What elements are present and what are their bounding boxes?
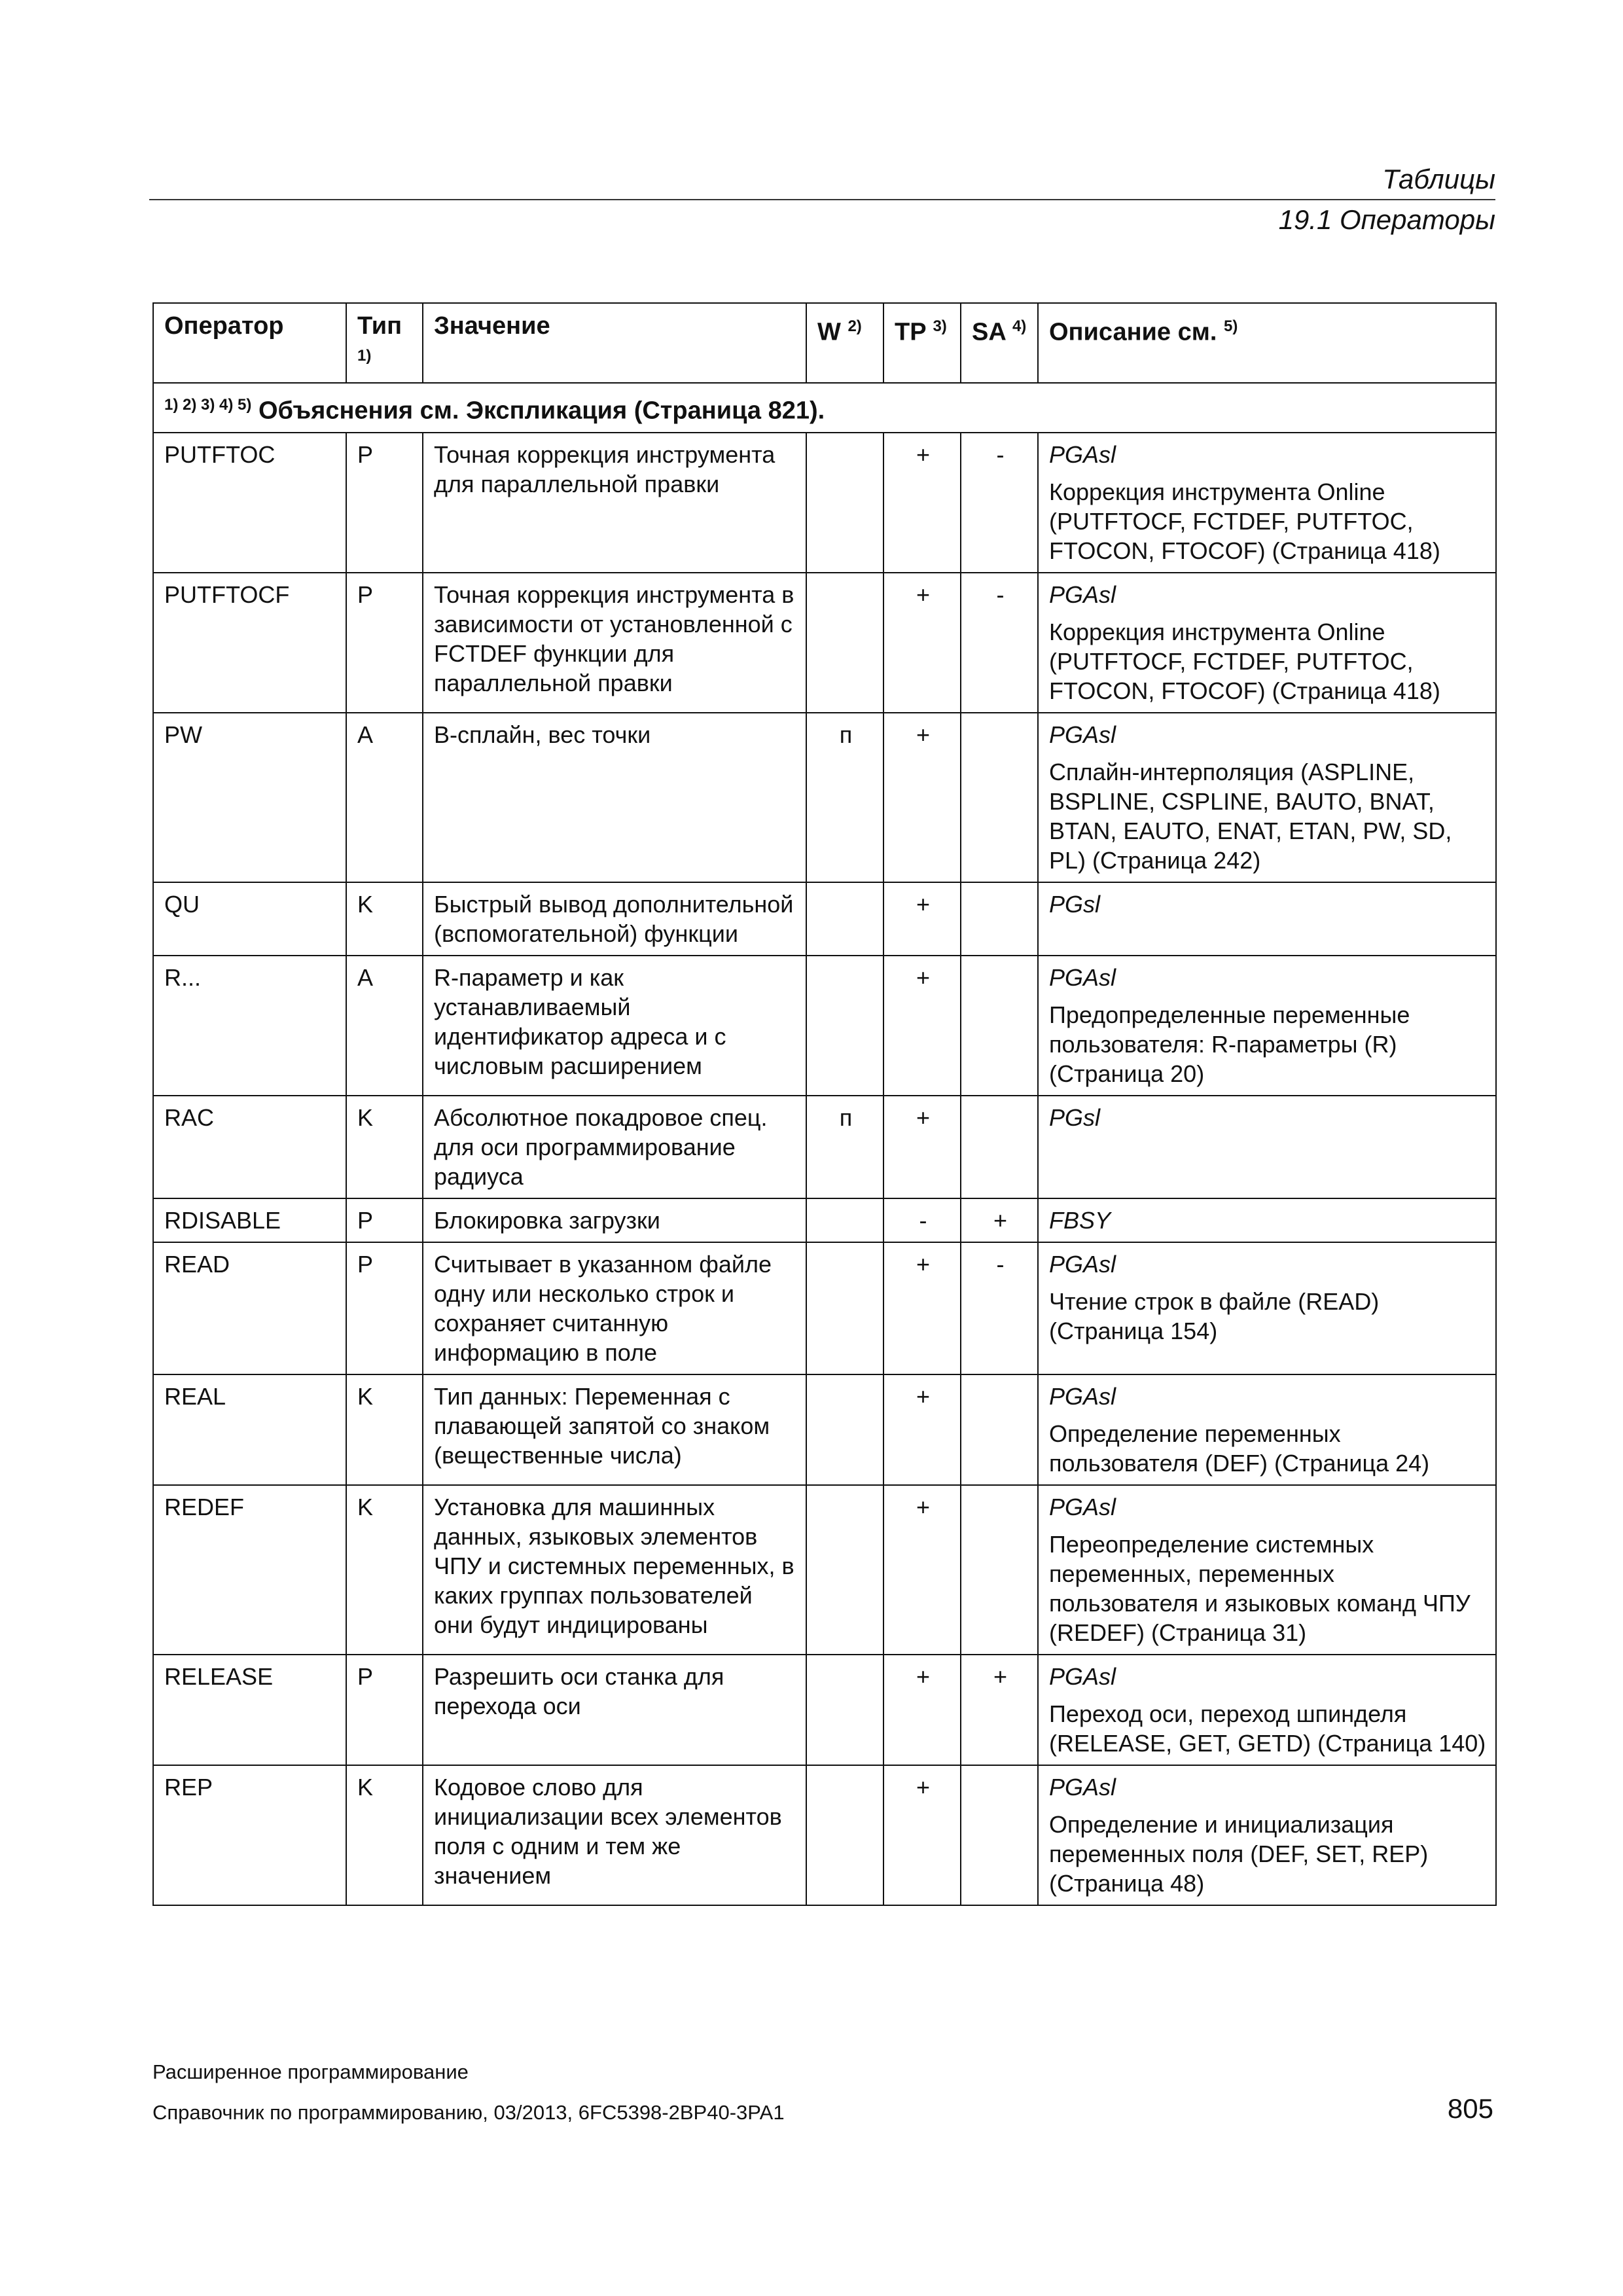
col-description: Описание см. $^{5)}$	[1038, 303, 1496, 383]
cell-description	[1038, 1655, 1496, 1765]
cell-w: п	[806, 713, 883, 882]
description-code: FBSY	[1049, 1207, 1111, 1234]
description-link[interactable]: Коррекция инструмента Online (PUTFTOCF, FCTDEF, PUTFTOC, FTOCON, FTOCOF) (Страница 418)	[1049, 478, 1440, 565]
cell-meaning: Быстрый вывод дополнительной (вспомогательной) функции	[423, 882, 806, 956]
description-code: PGsl	[1049, 1104, 1101, 1132]
cell-meaning: Установка для машинных данных, языковых элементов ЧПУ и системных переменных, в каких группах пользователей они будут индицированы	[423, 1485, 806, 1655]
table-row	[153, 882, 1496, 956]
col-meaning: Значение	[423, 303, 806, 383]
cell-operator: RELEASE	[153, 1655, 346, 1765]
description-code: PGAsl	[1049, 1774, 1116, 1801]
cell-meaning: Абсолютное покадровое спец. для оси программирование радиуса	[423, 1096, 806, 1198]
cell-type: A	[346, 713, 423, 882]
cell-operator: READ	[153, 1242, 346, 1374]
cell-tp: +	[883, 713, 961, 882]
cell-description	[1038, 956, 1496, 1096]
cell-type: A	[346, 956, 423, 1096]
cell-tp: +	[883, 1485, 961, 1655]
description-code: PGsl	[1049, 891, 1101, 918]
cell-type: P	[346, 1242, 423, 1374]
cell-description	[1038, 1765, 1496, 1905]
cell-sa: +	[961, 1655, 1038, 1765]
cell-tp: +	[883, 573, 961, 713]
col-sa: SA $^{4)}$	[961, 303, 1038, 383]
cell-description	[1038, 1374, 1496, 1485]
cell-operator: PUTFTOC	[153, 433, 346, 573]
cell-description	[1038, 882, 1496, 956]
cell-w: п	[806, 1096, 883, 1198]
cell-w	[806, 1242, 883, 1374]
cell-description	[1038, 1485, 1496, 1655]
table-row	[153, 573, 1496, 713]
description-code: PGAsl	[1049, 1251, 1116, 1278]
cell-w	[806, 1485, 883, 1655]
cell-operator: PUTFTOCF	[153, 573, 346, 713]
description-link[interactable]: Переопределение системных переменных, переменных пользователя и языковых команд ЧПУ (REDEF) (Страница 31)	[1049, 1531, 1471, 1647]
cell-tp: +	[883, 1096, 961, 1198]
cell-w	[806, 1198, 883, 1242]
cell-meaning: Тип данных: Переменная с плавающей запятой со знаком (вещественные числа)	[423, 1374, 806, 1485]
table-row	[153, 1765, 1496, 1905]
description-code: PGAsl	[1049, 1663, 1116, 1691]
cell-w	[806, 573, 883, 713]
cell-w	[806, 1655, 883, 1765]
cell-w	[806, 1374, 883, 1485]
description-link[interactable]: Предопределенные переменные пользователя: R-параметры (R) (Страница 20)	[1049, 1001, 1410, 1088]
cell-meaning: Точная коррекция инструмента для параллельной правки	[423, 433, 806, 573]
cell-sa	[961, 1485, 1038, 1655]
cell-operator: REP	[153, 1765, 346, 1905]
cell-meaning: R-параметр и как устанавливаемый идентификатор адреса и с числовым расширением	[423, 956, 806, 1096]
cell-description	[1038, 1242, 1496, 1374]
cell-meaning: Кодовое слово для инициализации всех элементов поля с одним и тем же значением	[423, 1765, 806, 1905]
description-code: PGAsl	[1049, 441, 1116, 469]
table-body	[153, 433, 1496, 1905]
cell-type: K	[346, 1096, 423, 1198]
cell-type: P	[346, 1198, 423, 1242]
cell-description	[1038, 1096, 1496, 1198]
description-link[interactable]: Коррекция инструмента Online (PUTFTOCF, FCTDEF, PUTFTOC, FTOCON, FTOCOF) (Страница 418)	[1049, 619, 1440, 705]
section-subtitle: 19.1 Операторы	[1278, 204, 1495, 235]
footer-edition: Справочник по программированию, 03/2013, 6FC5398-2BP40-3PA1	[152, 2101, 785, 2124]
table-row	[153, 956, 1496, 1096]
cell-operator: REDEF	[153, 1485, 346, 1655]
cell-w	[806, 1765, 883, 1905]
cell-tp: +	[883, 1242, 961, 1374]
cell-tp: +	[883, 1765, 961, 1905]
cell-sa: -	[961, 433, 1038, 573]
description-link[interactable]: Переход оси, переход шпинделя (RELEASE, GET, GETD) (Страница 140)	[1049, 1700, 1486, 1757]
cell-operator: PW	[153, 713, 346, 882]
cell-description	[1038, 713, 1496, 882]
table-row	[153, 1198, 1496, 1242]
cell-sa	[961, 882, 1038, 956]
cell-description	[1038, 1198, 1496, 1242]
cell-operator: RDISABLE	[153, 1198, 346, 1242]
cell-meaning: Точная коррекция инструмента в зависимости от установленной с FCTDEF функции для параллельной правки	[423, 573, 806, 713]
cell-tp: +	[883, 956, 961, 1096]
cell-type: P	[346, 433, 423, 573]
cell-type: K	[346, 882, 423, 956]
note-link[interactable]: Объяснения см. Экспликация (Страница 821).	[258, 397, 825, 425]
cell-operator: REAL	[153, 1374, 346, 1485]
cell-w	[806, 882, 883, 956]
table-row	[153, 1374, 1496, 1485]
section-title: Таблицы	[1382, 164, 1495, 194]
footer-book-title: Расширенное программирование	[152, 2060, 469, 2083]
cell-type: K	[346, 1765, 423, 1905]
table-row	[153, 1242, 1496, 1374]
description-code: PGAsl	[1049, 581, 1116, 609]
cell-sa	[961, 713, 1038, 882]
cell-operator: R...	[153, 956, 346, 1096]
description-code: PGAsl	[1049, 1383, 1116, 1410]
cell-type: P	[346, 573, 423, 713]
description-code: PGAsl	[1049, 964, 1116, 992]
description-link[interactable]: Сплайн-интерполяция (ASPLINE, BSPLINE, CSPLINE, BAUTO, BNAT, BTAN, EAUTO, ENAT, ETAN, PW, SD, PL) (Страница 242)	[1049, 759, 1452, 874]
cell-tp: +	[883, 1655, 961, 1765]
table-note: $^{1) 2) 3) 4) 5)}$ Объяснения см. Экспликация (Страница 821).	[153, 383, 1496, 433]
cell-operator: RAC	[153, 1096, 346, 1198]
cell-type: K	[346, 1374, 423, 1485]
page-number: 805	[1447, 2093, 1493, 2124]
header-divider	[149, 199, 1495, 200]
cell-sa	[961, 1374, 1038, 1485]
table-row	[153, 433, 1496, 573]
cell-tp: +	[883, 1374, 961, 1485]
cell-meaning: Разрешить оси станка для перехода оси	[423, 1655, 806, 1765]
cell-meaning: Считывает в указанном файле одну или несколько строк и сохраняет считанную информацию в поле	[423, 1242, 806, 1374]
cell-meaning: B-сплайн, вес точки	[423, 713, 806, 882]
cell-w	[806, 956, 883, 1096]
col-tp: TP $^{3)}$	[883, 303, 961, 383]
col-type: Тип $^{1)}$	[346, 303, 423, 383]
cell-sa: -	[961, 573, 1038, 713]
description-link[interactable]: Определение переменных пользователя (DEF) (Страница 24)	[1049, 1420, 1430, 1477]
cell-meaning: Блокировка загрузки	[423, 1198, 806, 1242]
description-code: PGAsl	[1049, 721, 1116, 749]
operators-table	[152, 302, 1497, 1906]
table-header	[153, 303, 1496, 433]
cell-operator: QU	[153, 882, 346, 956]
col-w: W $^{2)}$	[806, 303, 883, 383]
cell-sa: +	[961, 1198, 1038, 1242]
description-link[interactable]: Чтение строк в файле (READ) (Страница 154)	[1049, 1288, 1380, 1345]
cell-sa	[961, 1096, 1038, 1198]
cell-description	[1038, 433, 1496, 573]
cell-sa	[961, 1765, 1038, 1905]
description-code: PGAsl	[1049, 1494, 1116, 1521]
table-row	[153, 1655, 1496, 1765]
cell-tp: +	[883, 433, 961, 573]
table-row	[153, 1096, 1496, 1198]
table-row	[153, 713, 1496, 882]
cell-tp: -	[883, 1198, 961, 1242]
cell-w	[806, 433, 883, 573]
description-link[interactable]: Определение и инициализация переменных поля (DEF, SET, REP) (Страница 48)	[1049, 1811, 1429, 1897]
cell-description	[1038, 573, 1496, 713]
cell-type: K	[346, 1485, 423, 1655]
cell-type: P	[346, 1655, 423, 1765]
cell-sa: -	[961, 1242, 1038, 1374]
cell-tp: +	[883, 882, 961, 956]
cell-sa	[961, 956, 1038, 1096]
col-operator: Оператор	[153, 303, 346, 383]
table-row	[153, 1485, 1496, 1655]
